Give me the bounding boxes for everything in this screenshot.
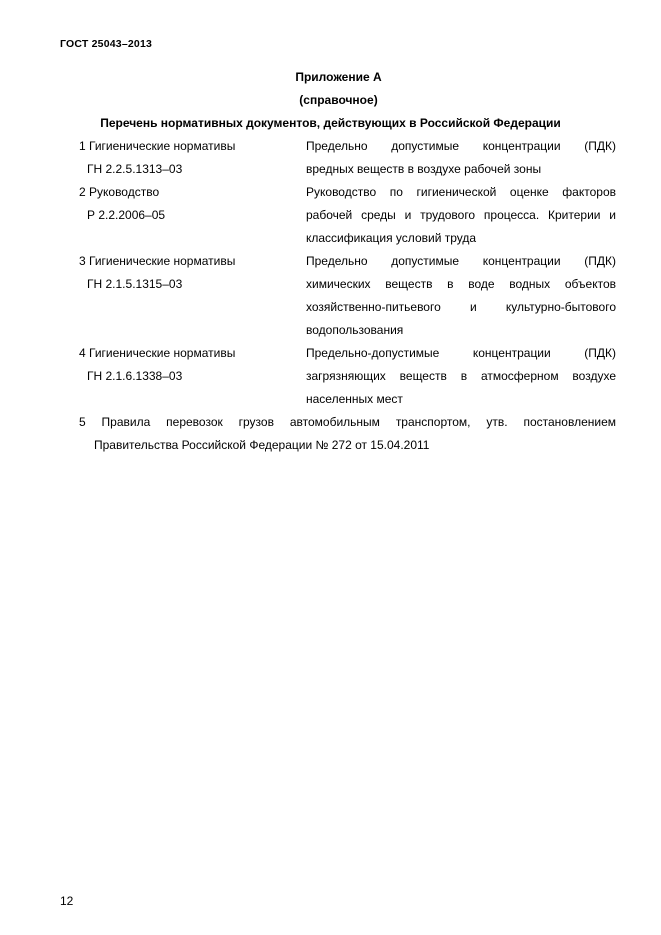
description-line: хозяйственно-питьевого и культурно-бытового	[306, 300, 616, 314]
entry-name: 1 Гигиенические нормативы	[79, 139, 236, 153]
entry-document-type	[79, 181, 304, 227]
description-line: Руководство по гигиенической оценке факторов	[306, 185, 616, 199]
description-line: химических веществ в воде водных объектов	[306, 277, 616, 291]
description-line: Предельно-допустимые концентрации (ПДК)	[306, 346, 616, 360]
reference-entry-5	[79, 411, 616, 457]
appendix-title: Приложение А	[295, 70, 382, 84]
entry-name: 2 Руководство	[79, 185, 160, 199]
entry-document-type	[79, 135, 304, 181]
description-line: загрязняющих веществ в атмосферном воздухе	[306, 369, 616, 383]
entry-name: 4 Гигиенические нормативы	[79, 346, 236, 360]
description-line: водопользования	[306, 323, 404, 337]
entry-document-type	[79, 250, 304, 296]
entry-name: 3 Гигиенические нормативы	[79, 254, 236, 268]
description-line: Предельно допустимые концентрации (ПДК)	[306, 139, 616, 153]
document-code-header: ГОСТ 25043–2013	[60, 38, 153, 50]
page-number: 12	[60, 894, 74, 908]
entry-code: ГН 2.1.6.1338–03	[87, 369, 183, 383]
entry-code: ГН 2.1.5.1315–03	[87, 277, 183, 291]
description-line: рабочей среды и трудового процесса. Критерии и	[306, 208, 616, 222]
entry-description	[306, 342, 616, 411]
description-line: вредных веществ в воздухе рабочей зоны	[306, 162, 542, 176]
entry-code: ГН 2.2.5.1313–03	[87, 162, 183, 176]
description-line: Предельно допустимые концентрации (ПДК)	[306, 254, 616, 268]
entry-description	[306, 181, 616, 250]
description-line: классификация условий труда	[306, 231, 477, 245]
entry-document-type	[79, 342, 304, 388]
entry5-line-1: 5 Правила перевозок грузов автомобильным транспортом, утв. постановлением	[79, 415, 616, 429]
appendix-heading: Перечень нормативных документов, действующих в Российской Федерации	[100, 116, 561, 130]
appendix-subtitle: (справочное)	[299, 93, 378, 107]
entry-description	[306, 135, 616, 181]
description-line: населенных мест	[306, 392, 403, 406]
entry-description	[306, 250, 616, 342]
entry-code: Р 2.2.2006–05	[87, 208, 166, 222]
entry5-line-2: Правительства Российской Федерации № 272 от 15.04.2011	[94, 438, 430, 452]
